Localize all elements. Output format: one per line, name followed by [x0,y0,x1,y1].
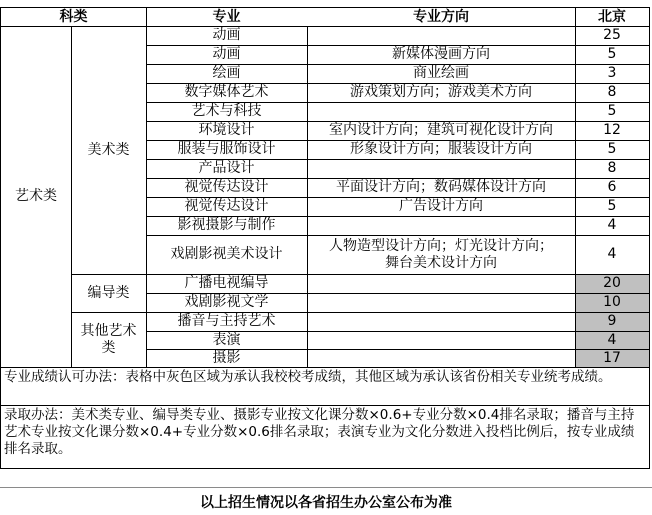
direction-cell [307,274,575,293]
direction-cell: 广告设计方向 [399,198,483,214]
direction-cell: 室内设计方向；建筑可视化设计方向 [329,122,553,138]
direction-cell [307,331,575,349]
beijing-quota-cell: 8 [607,160,617,176]
major-cell: 视觉传达设计 [184,179,269,195]
major-cell: 广播电视编导 [184,275,269,291]
direction-cell: 游戏策划方向；游戏美术方向 [350,84,532,100]
grid-line [649,7,650,469]
beijing-quota-cell: 5 [607,46,617,62]
grid-line [0,26,650,27]
direction-cell [307,293,575,312]
grid-line [0,367,650,368]
grid-line [307,26,308,368]
major-cell: 动画 [212,27,241,43]
direction-cell [307,102,575,121]
major-cell: 产品设计 [198,160,255,176]
major-cell: 播音与主持艺术 [177,313,276,329]
direction-cell: 新媒体漫画方向 [392,46,490,62]
major-cell: 服装与服饰设计 [177,141,276,157]
direction-cell: 平面设计方向；数码媒体设计方向 [336,179,546,195]
major-cell: 摄影 [212,349,241,366]
major-cell: 戏剧影视文学 [184,294,269,310]
beijing-quota-cell: 17 [575,349,649,367]
beijing-quota-cell: 25 [603,27,621,43]
grid-line [71,312,650,313]
beijing-quota-cell: 5 [607,198,617,214]
beijing-quota-cell: 9 [575,312,649,331]
header-category: 科类 [1,8,146,26]
grid-line [0,7,1,469]
grid-line [0,7,650,8]
category-art: 艺术类 [15,188,57,204]
beijing-quota-cell: 6 [607,179,617,195]
grid-line [146,7,147,368]
header-direction: 专业方向 [307,8,575,26]
major-cell: 视觉传达设计 [184,198,269,214]
direction-line: 舞台美术设计方向 [385,254,497,271]
grid-line [71,26,72,368]
direction-cell: 形象设计方向；服装设计方向 [350,141,532,157]
beijing-quota-cell: 4 [575,331,649,349]
beijing-quota-cell: 20 [575,274,649,293]
major-cell: 动画 [212,46,241,62]
grid-line [0,468,650,469]
beijing-quota-cell: 12 [603,122,621,138]
category-fine-art: 美术类 [87,141,130,158]
major-cell: 艺术与科技 [191,103,262,119]
direction-cell [307,216,575,235]
grid-line [71,274,650,275]
major-cell: 影视摄影与制作 [177,217,276,233]
beijing-quota-cell: 4 [607,217,617,233]
major-cell: 戏剧影视美术设计 [170,246,283,262]
header-major: 专业 [146,8,307,26]
direction-cell [307,26,575,45]
beijing-quota-cell: 8 [607,84,617,100]
major-cell: 环境设计 [198,122,255,138]
score-recognition-note: 专业成绩认可办法：表格中灰色区域为承认我校校考成绩，其他区域为承认该省份相关专业统考成绩。 [4,369,612,385]
grid-line [575,7,576,368]
direction-cell: 商业绘画 [413,65,469,81]
beijing-quota-cell: 10 [575,293,649,312]
beijing-quota-cell: 4 [607,246,617,262]
direction-line: 人物造型设计方向；灯光设计方向； [329,237,553,254]
direction-cell [307,349,575,367]
category-directing: 编导类 [87,284,130,301]
beijing-quota-cell: 3 [607,65,617,81]
direction-cell [307,235,575,274]
category-other-art-label: 其他艺术类 [80,322,137,356]
direction-cell [307,312,575,331]
grid-line [0,405,650,406]
major-cell: 数字媒体艺术 [184,84,269,100]
category-other-art [71,312,146,367]
admission-note: 录取办法：美术类专业、编导类专业、摄影专业按文化课分数×0.6+专业分数×0.4排名录取；播音与主持艺术专业按文化课分数×0.4+专业分数×0.6排名录取；表演专业为文化分数进入投档比例后，按专业成绩排名录取。 [4,407,635,457]
beijing-quota-cell: 5 [607,103,617,119]
major-cell: 绘画 [212,65,241,81]
direction-cell [307,159,575,178]
major-cell: 表演 [212,331,241,348]
footer-note: 以上招生情况以各省招生办公室公布为准 [200,494,452,511]
beijing-quota-cell: 5 [607,141,617,157]
header-beijing: 北京 [575,8,649,26]
